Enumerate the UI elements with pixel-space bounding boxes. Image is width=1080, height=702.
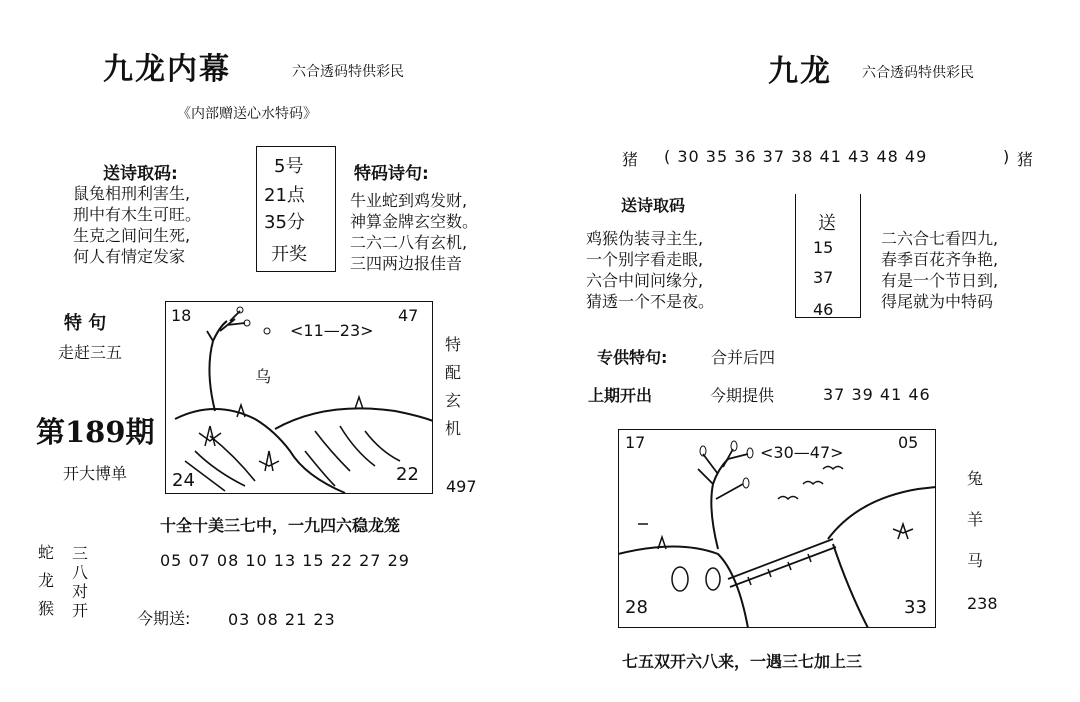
poem-line: 牛业蛇到鸡发财, — [350, 191, 468, 210]
left-title: 九龙内幕 — [103, 52, 231, 87]
issue-number: 第189期 — [36, 415, 155, 449]
zodiac-column — [38, 539, 54, 623]
left-poem — [73, 183, 201, 267]
zodiac-char: 蛇 — [38, 543, 55, 562]
pic-bottom-left-number: 24 — [172, 470, 195, 491]
side-char: 兔 — [967, 469, 984, 488]
pig-right: 猪 — [1017, 150, 1034, 169]
send-value: 46 — [813, 300, 834, 319]
side-char: 特 — [445, 335, 462, 354]
right-poem-heading: 送诗取码 — [621, 196, 686, 215]
send-value: 15 — [813, 238, 834, 257]
poem-line: 春季百花齐争艳, — [881, 250, 999, 269]
poem-line: 有是一个节日到, — [881, 271, 999, 290]
right-side-vertical — [967, 458, 983, 581]
left-side-vertical — [445, 331, 461, 443]
right-side-number: 238 — [967, 594, 998, 613]
left-number-list: 05 07 08 10 13 15 22 27 29 — [160, 551, 410, 570]
side-char: 马 — [967, 551, 984, 570]
pic-bottom-left-number: 28 — [625, 597, 648, 618]
pic-mark: 乌 — [255, 367, 272, 386]
right-slogan: 七五双开六八来，一遇三七加上三 — [622, 652, 863, 671]
right-title: 九龙 — [768, 54, 832, 89]
left-poem2 — [350, 190, 478, 274]
left-poem-heading: 送诗取码: — [103, 164, 178, 184]
left-tagline: 《内部赠送心水特码》 — [177, 106, 317, 122]
poem-line: 生克之间问生死, — [73, 226, 191, 245]
side-char: 配 — [445, 363, 462, 382]
poem-line: 猜透一个不是夜。 — [586, 292, 715, 311]
pic-range: <11—23> — [290, 321, 374, 340]
special-line-label: 专供特句: — [597, 348, 668, 367]
right-poem2 — [881, 228, 998, 312]
special-line-text: 合并后四 — [711, 348, 776, 367]
pig-close: ) — [1003, 147, 1010, 166]
pair-char: 三 — [72, 544, 89, 563]
right-today-label: 今期提供 — [710, 386, 775, 405]
poem-line: 三四两边报佳音 — [350, 254, 463, 273]
pig-numbers: ( 30 35 36 37 38 41 43 48 49 — [664, 147, 928, 166]
draw-label: 开奖 — [271, 244, 307, 265]
pig-left: 猪 — [622, 150, 639, 169]
right-poem — [586, 228, 714, 312]
left-slogan: 十全十美三七中，一九四六稳龙笼 — [160, 516, 401, 535]
side-char: 机 — [445, 419, 462, 438]
pic-bottom-right-number: 22 — [396, 464, 419, 485]
poem-line: 神算金牌玄空数。 — [350, 212, 479, 231]
pair-char: 八 — [72, 563, 89, 582]
poem-line: 得尾就为中特码 — [881, 292, 994, 311]
pair-note — [72, 544, 88, 620]
zodiac-char: 猴 — [38, 599, 55, 618]
prev-label: 上期开出 — [588, 386, 653, 405]
send-label: 送 — [818, 213, 836, 234]
right-today-numbers: 37 39 41 46 — [823, 385, 931, 404]
special-phrase-text: 走赶三五 — [58, 343, 123, 362]
pic-top-right-number: 47 — [398, 306, 419, 325]
left-poem2-heading: 特码诗句: — [354, 164, 429, 184]
pair-char: 开 — [72, 601, 89, 620]
open-note: 开大博单 — [63, 464, 128, 483]
poem-line: 二六二八有玄机, — [350, 233, 468, 252]
pic-bottom-right-number: 33 — [904, 597, 927, 618]
poem-line: 鸡猴伪装寻主生, — [586, 229, 704, 248]
draw-number: 5号 — [274, 156, 304, 177]
poem-line: 一个别字看走眼, — [586, 250, 704, 269]
pic-range: <30—47> — [760, 443, 844, 462]
special-phrase-heading: 特 句 — [64, 313, 107, 334]
right-subtitle: 六合透码特供彩民 — [862, 65, 974, 81]
poem-line: 鼠兔相刑利害生, — [73, 184, 191, 203]
left-today-label: 今期送: — [137, 609, 191, 628]
draw-minute: 35分 — [264, 212, 305, 233]
send-value: 37 — [813, 268, 834, 287]
pic-top-left-number: 17 — [625, 433, 646, 452]
poem-line: 二六合七看四九, — [881, 229, 999, 248]
left-subtitle: 六合透码特供彩民 — [292, 64, 404, 80]
side-char: 玄 — [445, 391, 462, 410]
pic-top-right-number: 05 — [898, 433, 919, 452]
zodiac-char: 龙 — [38, 571, 55, 590]
draw-time: 21点 — [264, 185, 305, 206]
pair-char: 对 — [72, 582, 89, 601]
side-char: 羊 — [967, 510, 984, 529]
poem-line: 刑中有木生可旺。 — [73, 205, 202, 224]
poem-line: 六合中间问缘分, — [586, 271, 704, 290]
pic-top-left-number: 18 — [171, 306, 192, 325]
left-today-numbers: 03 08 21 23 — [228, 610, 336, 629]
left-side-number: 497 — [446, 477, 477, 496]
poem-line: 何人有情定发家 — [73, 247, 186, 266]
